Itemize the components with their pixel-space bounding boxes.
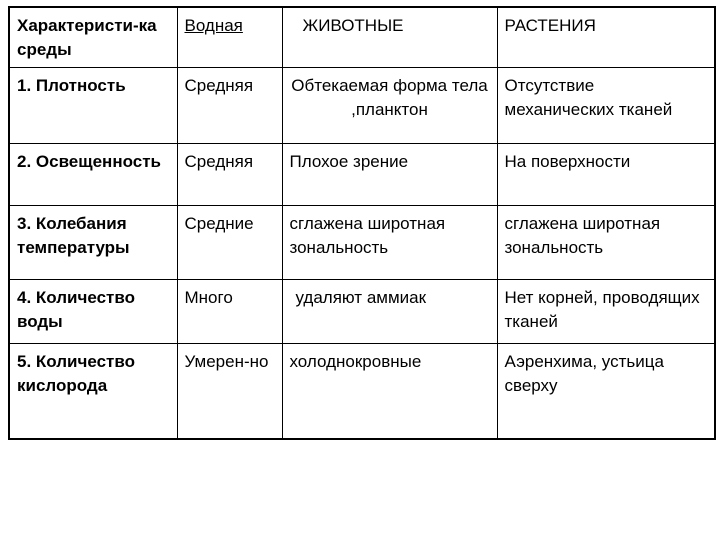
row-characteristic: 4. Количество воды	[9, 279, 177, 343]
row-plants: Отсутствие механических тканей	[497, 67, 715, 143]
environment-table	[8, 6, 716, 440]
table-row	[9, 279, 715, 343]
row-animals: холоднокровные	[282, 343, 497, 439]
row-plants: Нет корней, проводящих тканей	[497, 279, 715, 343]
row-aquatic: Средняя	[177, 143, 282, 205]
row-aquatic: Много	[177, 279, 282, 343]
row-animals: Плохое зрение	[282, 143, 497, 205]
row-characteristic: 1. Плотность	[9, 67, 177, 143]
table-header-row	[9, 7, 715, 67]
row-animals: сглажена широтная зональность	[282, 205, 497, 279]
row-animals: Обтекаемая форма тела ,планктон	[282, 67, 497, 143]
row-animals: удаляют аммиак	[282, 279, 497, 343]
header-characteristic: Характеристи-ка среды	[9, 7, 177, 67]
row-aquatic: Средняя	[177, 67, 282, 143]
row-characteristic: 5. Количество кислорода	[9, 343, 177, 439]
row-plants: сглажена широтная зональность	[497, 205, 715, 279]
header-animals: ЖИВОТНЫЕ	[282, 7, 497, 67]
row-plants: На поверхности	[497, 143, 715, 205]
row-characteristic: 3. Колебания температуры	[9, 205, 177, 279]
table-row	[9, 67, 715, 143]
row-aquatic: Умерен-но	[177, 343, 282, 439]
table-row	[9, 143, 715, 205]
table-row	[9, 343, 715, 439]
row-aquatic: Средние	[177, 205, 282, 279]
row-characteristic: 2. Освещенность	[9, 143, 177, 205]
header-aquatic: Водная	[177, 7, 282, 67]
row-plants: Аэренхима, устьица сверху	[497, 343, 715, 439]
header-plants: РАСТЕНИЯ	[497, 7, 715, 67]
table-row	[9, 205, 715, 279]
